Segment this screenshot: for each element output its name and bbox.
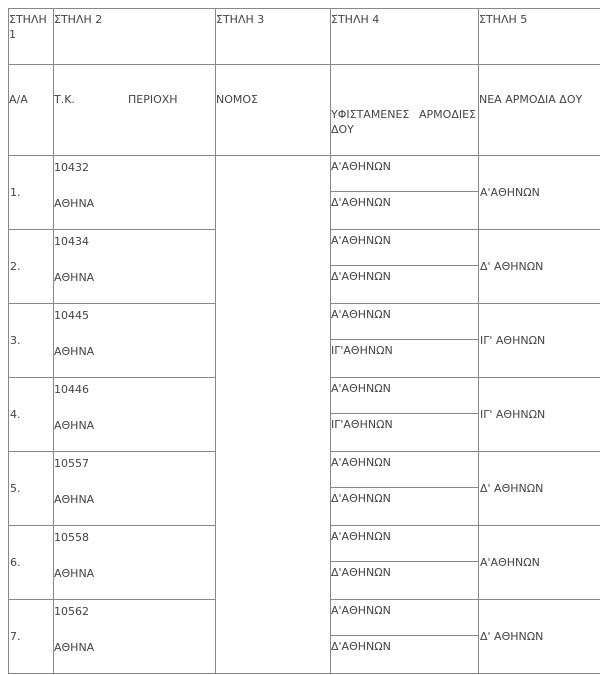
row-nomos <box>216 378 331 452</box>
row-area: ΑΘΗΝΑ <box>54 345 95 358</box>
row-existing-dou <box>331 526 479 600</box>
row-existing-dou-top: Α'ΑΘΗΝΩΝ <box>331 600 478 636</box>
table-row <box>9 304 600 378</box>
table-row <box>9 600 600 674</box>
row-existing-dou-bottom: Δ'ΑΘΗΝΩΝ <box>331 640 391 653</box>
row-existing-dou-bottom: Δ'ΑΘΗΝΩΝ <box>331 270 391 283</box>
dou-table <box>8 8 600 674</box>
row-tk-area <box>54 452 216 526</box>
row-aa: 1. <box>9 156 54 230</box>
row-existing-dou-top: Α'ΑΘΗΝΩΝ <box>331 452 478 488</box>
row-existing-dou-bottom: ΙΓ'ΑΘΗΝΩΝ <box>331 344 393 357</box>
row-nomos <box>216 230 331 304</box>
subheader-tk-perioxi <box>54 65 216 156</box>
column-title-row <box>9 65 600 156</box>
row-existing-dou-bottom: Δ'ΑΘΗΝΩΝ <box>331 566 391 579</box>
row-tk: 10446 <box>54 383 89 396</box>
header-col3: ΣΤΗΛΗ 3 <box>216 9 331 65</box>
row-existing-dou-bottom: Δ'ΑΘΗΝΩΝ <box>331 196 391 209</box>
row-aa: 5. <box>9 452 54 526</box>
table-row <box>9 526 600 600</box>
table-row <box>9 156 600 230</box>
subheader-perioxi: ΠΕΡΙΟΧΗ <box>128 93 178 106</box>
row-existing-dou <box>331 452 479 526</box>
row-area: ΑΘΗΝΑ <box>54 271 95 284</box>
row-tk: 10557 <box>54 457 89 470</box>
subheader-existing-dou <box>331 65 479 156</box>
row-tk: 10558 <box>54 531 89 544</box>
table-row <box>9 378 600 452</box>
row-tk-area <box>54 378 216 452</box>
row-existing-dou-bottom: ΙΓ'ΑΘΗΝΩΝ <box>331 418 393 431</box>
row-tk-area <box>54 304 216 378</box>
row-existing-dou <box>331 230 479 304</box>
row-nomos <box>216 156 331 230</box>
row-new-dou: Δ' ΑΘΗΝΩΝ <box>479 230 600 304</box>
row-tk: 10432 <box>54 161 89 174</box>
row-tk-area <box>54 156 216 230</box>
row-tk-area <box>54 600 216 674</box>
row-existing-dou <box>331 600 479 674</box>
row-area: ΑΘΗΝΑ <box>54 419 95 432</box>
row-tk-area <box>54 526 216 600</box>
row-existing-dou-top: Α'ΑΘΗΝΩΝ <box>331 156 478 192</box>
row-new-dou: ΙΓ' ΑΘΗΝΩΝ <box>479 304 600 378</box>
subheader-aa: Α/Α <box>9 65 54 156</box>
row-aa: 6. <box>9 526 54 600</box>
row-aa: 4. <box>9 378 54 452</box>
row-existing-dou <box>331 304 479 378</box>
row-new-dou: ΙΓ' ΑΘΗΝΩΝ <box>479 378 600 452</box>
row-aa: 3. <box>9 304 54 378</box>
row-nomos <box>216 526 331 600</box>
table-row <box>9 452 600 526</box>
table-row <box>9 230 600 304</box>
row-area: ΑΘΗΝΑ <box>54 641 95 654</box>
row-aa: 2. <box>9 230 54 304</box>
subheader-nomos: ΝΟΜΟΣ <box>216 65 331 156</box>
row-existing-dou-top: Α'ΑΘΗΝΩΝ <box>331 230 478 266</box>
document-page <box>8 8 600 675</box>
row-existing-dou-top: Α'ΑΘΗΝΩΝ <box>331 304 478 340</box>
row-aa: 7. <box>9 600 54 674</box>
row-nomos <box>216 600 331 674</box>
row-existing-dou-top: Α'ΑΘΗΝΩΝ <box>331 378 478 414</box>
header-col1: ΣΤΗΛΗ 1 <box>9 9 54 65</box>
row-area: ΑΘΗΝΑ <box>54 493 95 506</box>
row-existing-dou <box>331 156 479 230</box>
row-new-dou: Α'ΑΘΗΝΩΝ <box>479 526 600 600</box>
row-existing-dou-bottom: Δ'ΑΘΗΝΩΝ <box>331 492 391 505</box>
header-col5: ΣΤΗΛΗ 5 <box>479 9 600 65</box>
subheader-existing-dou-word3: ΔΟΥ <box>331 123 354 136</box>
header-col2: ΣΤΗΛΗ 2 <box>54 9 216 65</box>
row-new-dou: Α'ΑΘΗΝΩΝ <box>479 156 600 230</box>
row-new-dou: Δ' ΑΘΗΝΩΝ <box>479 600 600 674</box>
row-tk: 10434 <box>54 235 89 248</box>
row-nomos <box>216 452 331 526</box>
row-new-dou: Δ' ΑΘΗΝΩΝ <box>479 452 600 526</box>
row-nomos <box>216 304 331 378</box>
row-area: ΑΘΗΝΑ <box>54 197 95 210</box>
row-existing-dou-top: Α'ΑΘΗΝΩΝ <box>331 526 478 562</box>
column-number-row <box>9 9 600 65</box>
row-tk-area <box>54 230 216 304</box>
subheader-existing-dou-word1: ΥΦΙΣΤΑΜΕΝΕΣ <box>331 108 410 121</box>
row-tk: 10562 <box>54 605 89 618</box>
subheader-new-dou: ΝΕΑ ΑΡΜΟΔΙΑ ΔΟΥ <box>479 65 600 156</box>
row-existing-dou <box>331 378 479 452</box>
subheader-existing-dou-word2: ΑΡΜΟΔΙΕΣ <box>419 108 476 121</box>
row-area: ΑΘΗΝΑ <box>54 567 95 580</box>
subheader-tk: Τ.Κ. <box>54 93 75 106</box>
header-col4: ΣΤΗΛΗ 4 <box>331 9 479 65</box>
row-tk: 10445 <box>54 309 89 322</box>
